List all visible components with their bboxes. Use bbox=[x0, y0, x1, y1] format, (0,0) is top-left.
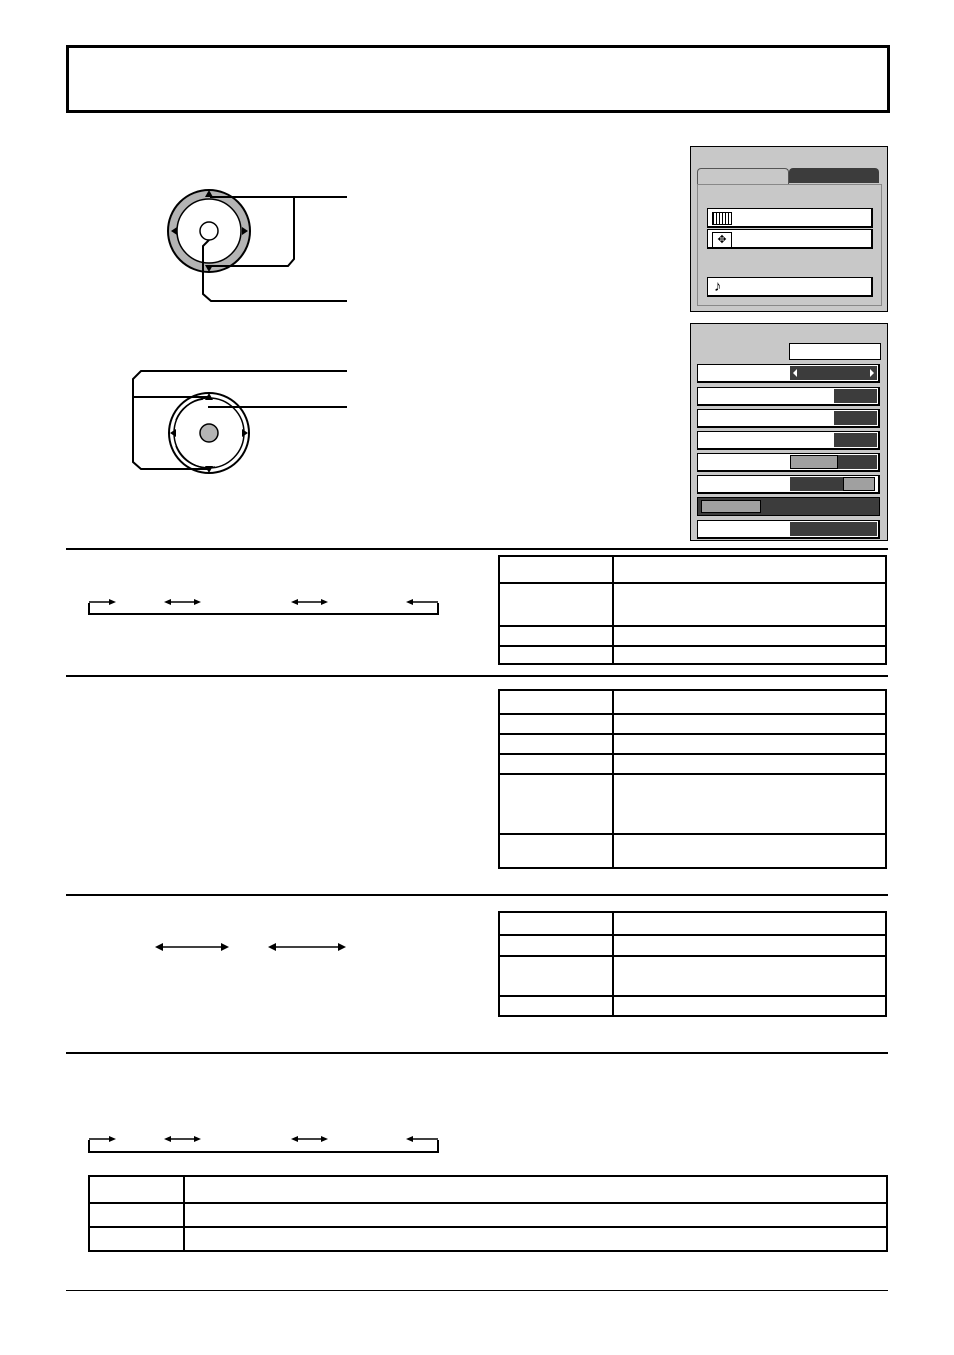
table-cell bbox=[184, 1227, 887, 1251]
table-cell bbox=[89, 1203, 184, 1227]
position-cross-icon: ✥ bbox=[712, 232, 732, 248]
table-cell bbox=[184, 1203, 887, 1227]
table-cell bbox=[89, 1227, 184, 1251]
section-4-table bbox=[88, 1175, 888, 1252]
table-cell bbox=[184, 1176, 887, 1203]
footer-divider bbox=[66, 1290, 888, 1291]
music-note-icon: ♪ bbox=[714, 278, 722, 295]
table-cell bbox=[89, 1176, 184, 1203]
